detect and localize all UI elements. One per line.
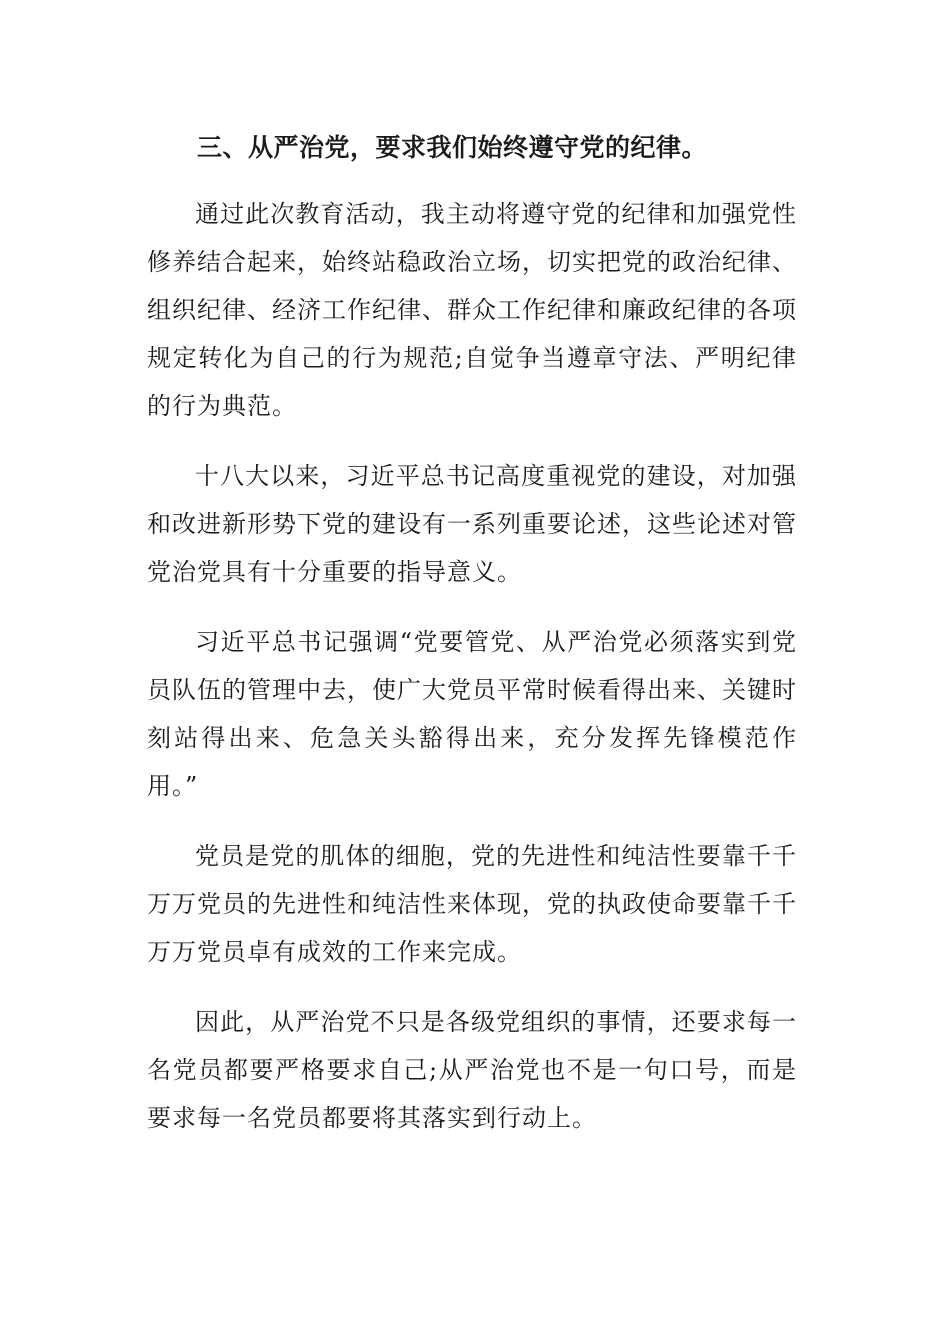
paragraph-quote: 习近平总书记强调“党要管党、从严治党必须落实到党员队伍的管理中去，使广大党员平常时候看得出来、关键时刻站得出来、危急关头豁得出来，充分发挥先锋模范作用。”	[147, 628, 797, 800]
paragraph-discipline: 通过此次教育活动，我主动将遵守党的纪律和加强党性修养结合起来，始终站稳政治立场，切实把党的政治纪律、组织纪律、经济工作纪律、群众工作纪律和廉政纪律的各项规定转化为自己的行为规范;自觉争当遵章守法、严明纪律的行为典范。	[147, 200, 797, 420]
document-page	[147, 128, 797, 1164]
paragraph-eighteenth-congress: 十八大以来，习近平总书记高度重视党的建设，对加强和改进新形势下党的建设有一系列重要论述，这些论述对管党治党具有十分重要的指导意义。	[147, 462, 797, 586]
paragraph-party-members: 党员是党的肌体的细胞，党的先进性和纯洁性要靠千千万万党员的先进性和纯洁性来体现，党的执政使命要靠千千万万党员卓有成效的工作来完成。	[147, 842, 797, 966]
section-heading: 三、从严治党，要求我们始终遵守党的纪律。	[197, 133, 708, 162]
paragraph-conclusion: 因此，从严治党不只是各级党组织的事情，还要求每一名党员都要严格要求自己;从严治党也不是一句口号，而是要求每一名党员都要将其落实到行动上。	[147, 1008, 797, 1132]
